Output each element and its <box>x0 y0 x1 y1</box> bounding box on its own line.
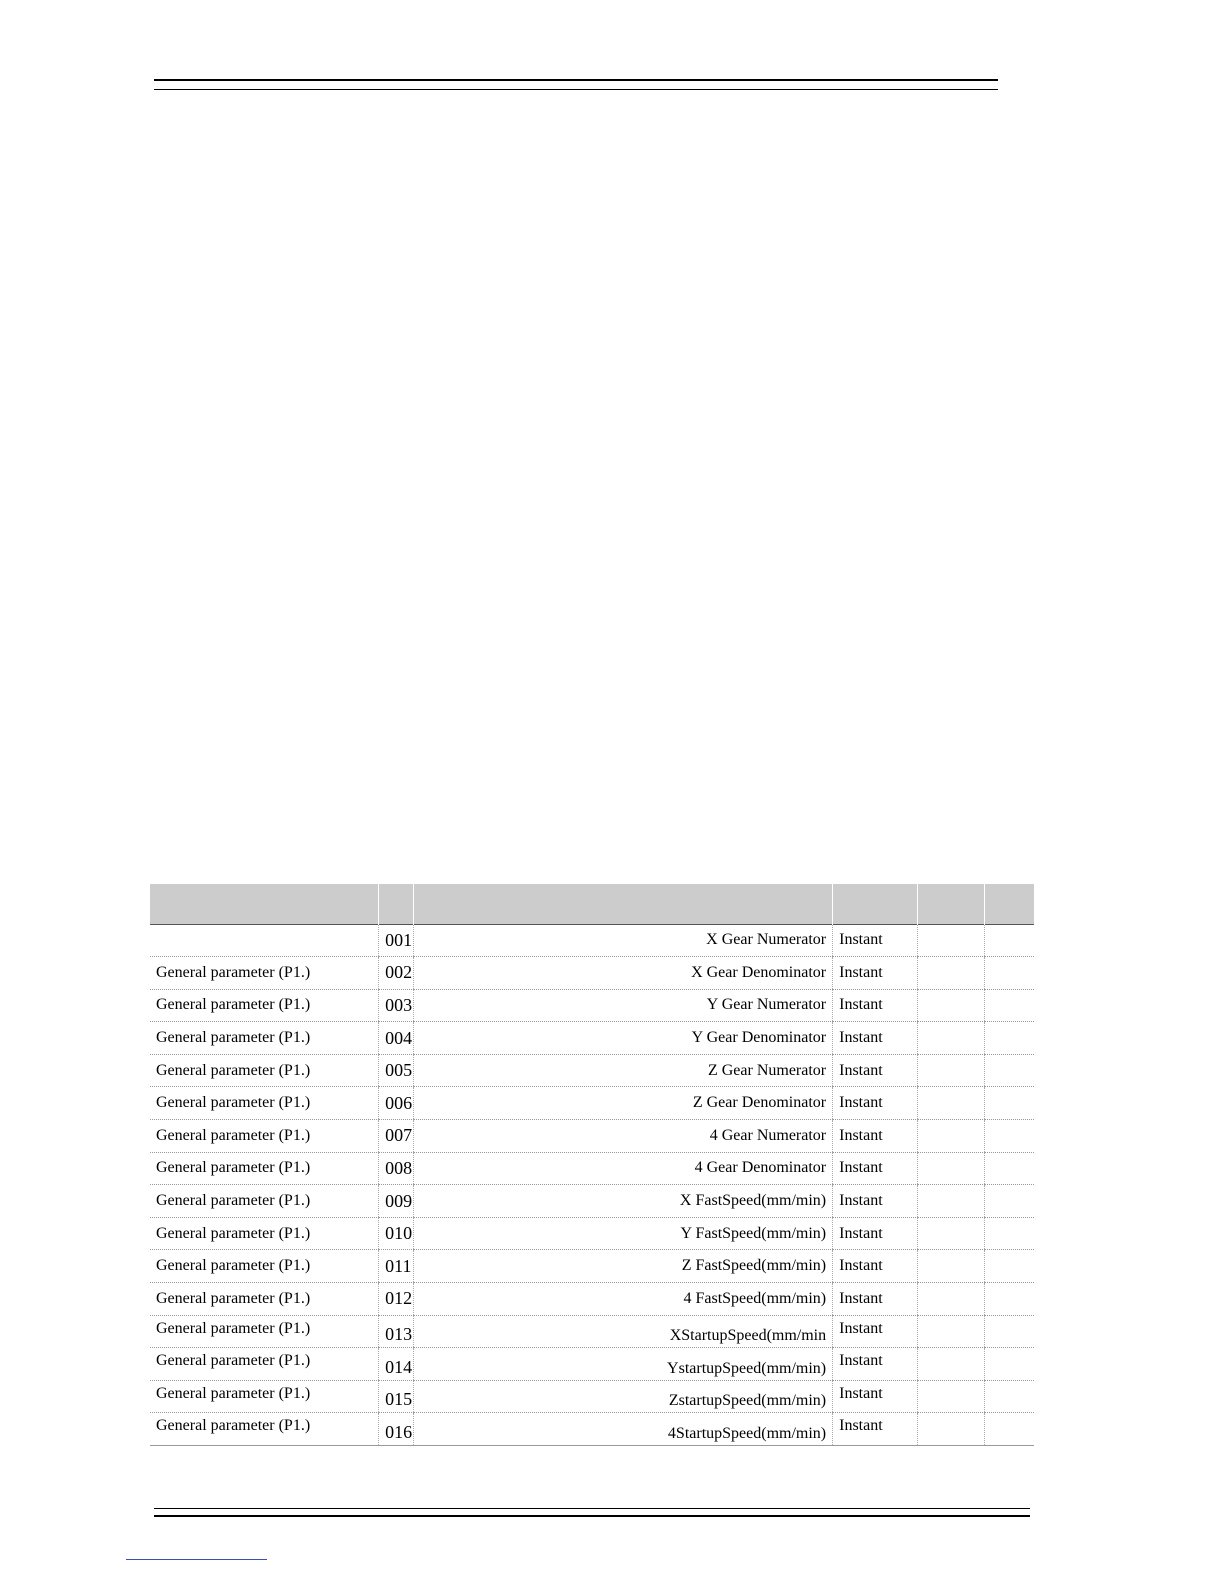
group-cell: General parameter (P1.) <box>150 1348 379 1381</box>
empty-cell <box>918 1054 985 1087</box>
number-cell: 002 <box>379 957 414 990</box>
effect-cell: Instant <box>833 1087 918 1120</box>
group-cell <box>150 924 379 957</box>
number-cell: 005 <box>379 1054 414 1087</box>
empty-cell <box>984 1250 1034 1283</box>
number-cell: 015 <box>379 1380 414 1413</box>
number-cell: 006 <box>379 1087 414 1120</box>
empty-cell <box>918 989 985 1022</box>
empty-cell <box>984 1087 1034 1120</box>
group-cell: General parameter (P1.) <box>150 1217 379 1250</box>
table-row <box>150 1120 1034 1153</box>
empty-cell <box>984 1315 1034 1348</box>
empty-cell <box>984 1413 1034 1446</box>
effect-cell: Instant <box>833 1250 918 1283</box>
empty-cell <box>918 1120 985 1153</box>
table-row <box>150 989 1034 1022</box>
name-cell: Z FastSpeed(mm/min) <box>414 1250 833 1283</box>
number-cell: 012 <box>379 1283 414 1316</box>
empty-cell <box>918 1087 985 1120</box>
name-cell: ZstartupSpeed(mm/min) <box>414 1380 833 1413</box>
effect-cell: Instant <box>833 1413 918 1446</box>
table-row <box>150 1380 1034 1413</box>
header-cell-extra-2 <box>984 884 1034 924</box>
group-cell: General parameter (P1.) <box>150 1315 379 1348</box>
name-cell: Y Gear Denominator <box>414 1022 833 1055</box>
header-cell-extra-1 <box>918 884 985 924</box>
number-cell: 003 <box>379 989 414 1022</box>
empty-cell <box>918 1315 985 1348</box>
name-cell: X Gear Numerator <box>414 924 833 957</box>
group-cell: General parameter (P1.) <box>150 957 379 990</box>
header-rule-thick <box>154 79 998 81</box>
number-cell: 016 <box>379 1413 414 1446</box>
table-row <box>150 1250 1034 1283</box>
name-cell: 4 Gear Numerator <box>414 1120 833 1153</box>
group-cell: General parameter (P1.) <box>150 1022 379 1055</box>
number-cell: 001 <box>379 924 414 957</box>
empty-cell <box>918 1283 985 1316</box>
table-row <box>150 1283 1034 1316</box>
empty-cell <box>984 957 1034 990</box>
effect-cell: Instant <box>833 924 918 957</box>
group-cell: General parameter (P1.) <box>150 1120 379 1153</box>
effect-cell: Instant <box>833 957 918 990</box>
name-cell: Z Gear Denominator <box>414 1087 833 1120</box>
number-cell: 004 <box>379 1022 414 1055</box>
effect-cell: Instant <box>833 1185 918 1218</box>
empty-cell <box>984 1022 1034 1055</box>
table-row <box>150 1348 1034 1381</box>
empty-cell <box>984 924 1034 957</box>
table-header-row <box>150 884 1034 924</box>
number-cell: 010 <box>379 1217 414 1250</box>
footer-link-underline <box>126 1559 267 1560</box>
number-cell: 014 <box>379 1348 414 1381</box>
table-row <box>150 924 1034 957</box>
empty-cell <box>918 1380 985 1413</box>
group-cell: General parameter (P1.) <box>150 989 379 1022</box>
group-cell: General parameter (P1.) <box>150 1413 379 1446</box>
table-row <box>150 957 1034 990</box>
header-cell-number <box>379 884 414 924</box>
header-rule-thin <box>154 89 998 90</box>
group-cell: General parameter (P1.) <box>150 1250 379 1283</box>
number-cell: 008 <box>379 1152 414 1185</box>
empty-cell <box>984 1217 1034 1250</box>
effect-cell: Instant <box>833 1315 918 1348</box>
empty-cell <box>984 1348 1034 1381</box>
empty-cell <box>984 1054 1034 1087</box>
number-cell: 013 <box>379 1315 414 1348</box>
empty-cell <box>918 924 985 957</box>
effect-cell: Instant <box>833 1120 918 1153</box>
empty-cell <box>984 1120 1034 1153</box>
empty-cell <box>984 989 1034 1022</box>
group-cell: General parameter (P1.) <box>150 1054 379 1087</box>
effect-cell: Instant <box>833 1217 918 1250</box>
footer-rule-thick <box>154 1515 1030 1517</box>
empty-cell <box>918 1185 985 1218</box>
header-cell-effect <box>833 884 918 924</box>
group-cell: General parameter (P1.) <box>150 1087 379 1120</box>
name-cell: Y Gear Numerator <box>414 989 833 1022</box>
number-cell: 009 <box>379 1185 414 1218</box>
effect-cell: Instant <box>833 1152 918 1185</box>
empty-cell <box>918 1217 985 1250</box>
empty-cell <box>984 1283 1034 1316</box>
name-cell: X Gear Denominator <box>414 957 833 990</box>
empty-cell <box>984 1152 1034 1185</box>
footer-rule-thin <box>154 1508 1030 1509</box>
table-row <box>150 1217 1034 1250</box>
empty-cell <box>918 1022 985 1055</box>
name-cell: 4StartupSpeed(mm/min) <box>414 1413 833 1446</box>
parameter-table <box>150 884 1034 1446</box>
group-cell: General parameter (P1.) <box>150 1185 379 1218</box>
name-cell: Z Gear Numerator <box>414 1054 833 1087</box>
empty-cell <box>918 1348 985 1381</box>
header-cell-name <box>414 884 833 924</box>
effect-cell: Instant <box>833 1022 918 1055</box>
empty-cell <box>918 1250 985 1283</box>
empty-cell <box>918 1152 985 1185</box>
name-cell: 4 Gear Denominator <box>414 1152 833 1185</box>
table-row <box>150 1022 1034 1055</box>
effect-cell: Instant <box>833 1348 918 1381</box>
table-row <box>150 1413 1034 1446</box>
name-cell: 4 FastSpeed(mm/min) <box>414 1283 833 1316</box>
table-row <box>150 1054 1034 1087</box>
name-cell: X FastSpeed(mm/min) <box>414 1185 833 1218</box>
table-row <box>150 1087 1034 1120</box>
name-cell: XStartupSpeed(mm/min <box>414 1315 833 1348</box>
table-row <box>150 1185 1034 1218</box>
group-cell: General parameter (P1.) <box>150 1380 379 1413</box>
group-cell: General parameter (P1.) <box>150 1283 379 1316</box>
empty-cell <box>918 1413 985 1446</box>
name-cell: Y FastSpeed(mm/min) <box>414 1217 833 1250</box>
effect-cell: Instant <box>833 1283 918 1316</box>
table-header <box>150 884 1034 924</box>
number-cell: 007 <box>379 1120 414 1153</box>
table-row <box>150 1152 1034 1185</box>
empty-cell <box>984 1185 1034 1218</box>
effect-cell: Instant <box>833 989 918 1022</box>
effect-cell: Instant <box>833 1054 918 1087</box>
name-cell: YstartupSpeed(mm/min) <box>414 1348 833 1381</box>
empty-cell <box>918 957 985 990</box>
group-cell: General parameter (P1.) <box>150 1152 379 1185</box>
header-cell-group <box>150 884 379 924</box>
number-cell: 011 <box>379 1250 414 1283</box>
effect-cell: Instant <box>833 1380 918 1413</box>
table-body <box>150 924 1034 1446</box>
table-row <box>150 1315 1034 1348</box>
empty-cell <box>984 1380 1034 1413</box>
